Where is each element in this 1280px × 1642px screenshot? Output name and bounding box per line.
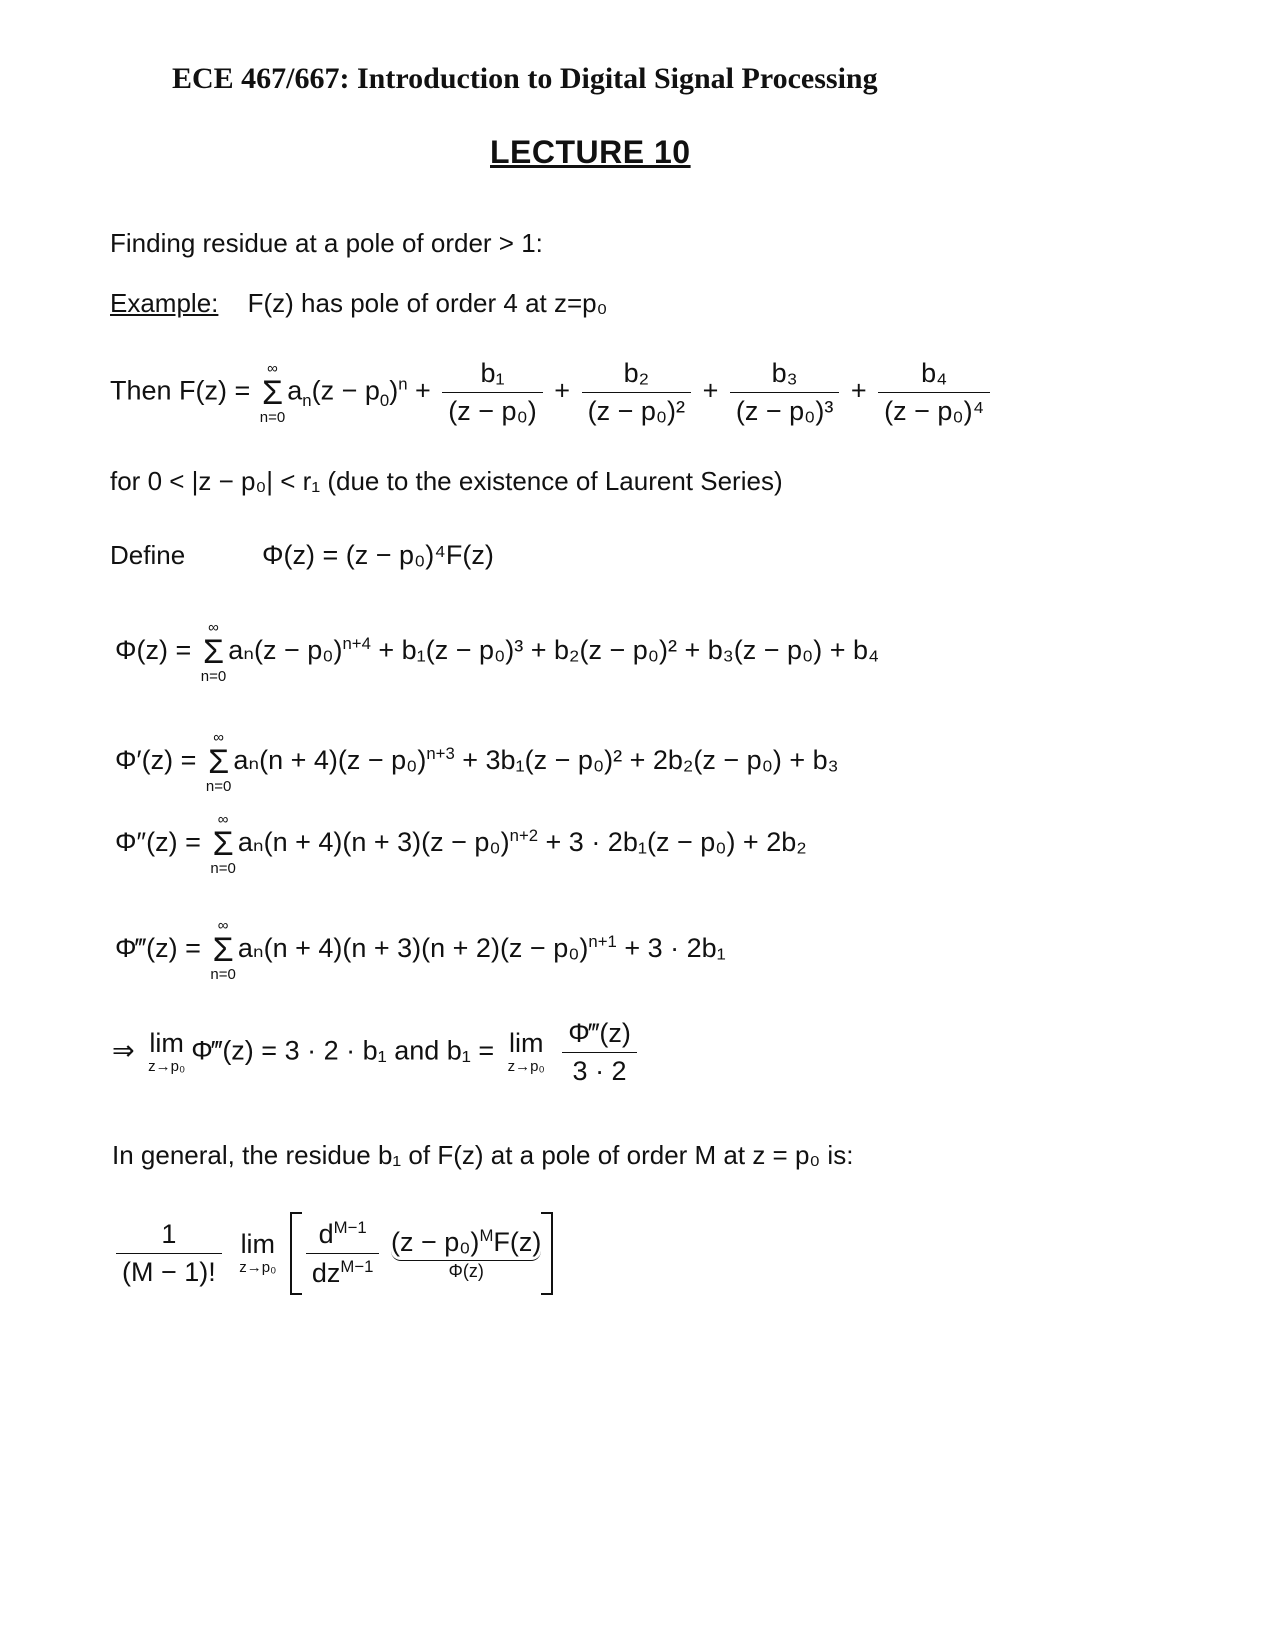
- d-den-exp: M−1: [340, 1257, 374, 1276]
- sum-upper: ∞: [213, 729, 224, 746]
- eq1-p-sub: 0: [379, 391, 390, 411]
- frac-den: 3 · 2: [572, 1056, 627, 1086]
- phi-prime-equation: [115, 730, 839, 794]
- phi-underbrace: [391, 1226, 541, 1282]
- eq5-lhs: Φ‴(z) =: [115, 933, 209, 964]
- eq2-sum: [201, 620, 226, 684]
- lim-sub: z→p₀: [148, 1058, 186, 1076]
- section-heading: Finding residue at a pole of order > 1:: [110, 228, 543, 258]
- eq3-exp: n+3: [426, 744, 455, 764]
- sum-lower: n=0: [210, 860, 236, 877]
- eq3-body: aₙ(n + 4)(z − p₀): [233, 745, 427, 776]
- eq5-exp: n+1: [588, 932, 617, 952]
- lim-word: lim: [149, 1028, 184, 1059]
- region-text: for 0 < |z − p₀| < r₁ (due to the existence of Laurent Series): [110, 466, 783, 496]
- sum-upper: ∞: [208, 619, 219, 636]
- phi-equation: [115, 620, 879, 684]
- lim-word: lim: [240, 1229, 276, 1260]
- square-bracket: [290, 1212, 554, 1295]
- sum-lower: n=0: [200, 668, 227, 685]
- eq5-body: aₙ(n + 4)(n + 3)(n + 2)(z − p₀): [237, 933, 589, 964]
- derivative-operator: [306, 1218, 380, 1289]
- example-text: F(z) has pole of order 4 at z=p₀: [247, 288, 608, 318]
- eq4-rest: + 3 · 2b₁(z − p₀) + 2b₂: [538, 827, 807, 858]
- sum-lower: n=0: [205, 778, 232, 795]
- frac-num: 1: [116, 1219, 222, 1254]
- eq6-fraction: [562, 1018, 637, 1087]
- lim-sub: z→p₀: [507, 1058, 545, 1076]
- limit-1: [148, 1029, 185, 1075]
- frac-den: (M − 1)!: [122, 1257, 216, 1287]
- term-num: b₃: [730, 358, 839, 393]
- eq7-limit: [239, 1230, 276, 1276]
- phi-double-prime-equation: [115, 812, 807, 876]
- sigma-symbol: Σ: [212, 931, 234, 969]
- term-den: (z − p₀)²: [587, 396, 686, 426]
- eq6-mid: Φ‴(z) = 3 · 2 · b₁ and b₁ =: [191, 1035, 502, 1066]
- laurent-series-equation: Then F(z) = ∞ Σ n=0 $a_n(z - p_0)^n$ + $\frac{\text{b₁}}{\text{(z − p₀)}}$ + $\frac{\text{b₂}}{\text{(z − p₀)²}}$ + $\frac{\text{b₃}}{\text{(z − p₀)³}}$ + $\frac{\text{b₄}}{\text{(z − p₀)⁴}}$: [110, 358, 994, 427]
- d-num: d: [318, 1219, 334, 1249]
- eq1-sum: [260, 361, 285, 425]
- term-den: (z − p₀)³: [735, 396, 834, 426]
- lecture-title: LECTURE 10: [490, 134, 691, 170]
- sigma-symbol: Σ: [203, 633, 225, 671]
- lim-word: lim: [508, 1028, 544, 1059]
- eq2-lhs: Φ(z) =: [115, 635, 199, 666]
- term-den: (z − p₀)⁴: [884, 396, 985, 426]
- eq1-series-sub: n: [302, 391, 312, 411]
- eq4-exp: n+2: [509, 826, 539, 846]
- eq7-expr: (z − p₀): [390, 1226, 480, 1257]
- general-statement: In general, the residue b₁ of F(z) at a pole of order M at z = p₀ is:: [112, 1140, 854, 1170]
- eq3-rest: + 3b₁(z − p₀)² + 2b₂(z − p₀) + b₃: [454, 745, 839, 776]
- residue-formula: [112, 1212, 553, 1295]
- eq3-lhs: Φ′(z) =: [115, 745, 204, 776]
- term-num: b₄: [878, 358, 990, 393]
- sum-upper: ∞: [217, 917, 229, 934]
- example-label: Example:: [110, 288, 219, 318]
- term-b3: [730, 358, 839, 427]
- lim-sub: z→p₀: [239, 1259, 277, 1277]
- term-b4: [878, 358, 990, 427]
- define-expr: Φ(z) = (z − p₀)⁴F(z): [262, 540, 494, 570]
- eq2-body: aₙ(z − p₀): [228, 635, 343, 666]
- sigma-symbol: Σ: [212, 825, 234, 863]
- frac-num: Φ‴(z): [562, 1018, 637, 1053]
- eq2-exp: n+4: [342, 634, 371, 654]
- define-label: Define: [110, 540, 186, 570]
- eq4-body: aₙ(n + 4)(n + 3)(z − p₀): [237, 827, 510, 858]
- eq1-series-tail2: ): [389, 375, 399, 406]
- term-num: b₂: [582, 358, 691, 393]
- term-num: b₁: [442, 358, 542, 393]
- sum-upper: ∞: [267, 359, 278, 377]
- sigma-symbol: Σ: [208, 743, 230, 781]
- eq2-rest: + b₁(z − p₀)³ + b₂(z − p₀)² + b₃(z − p₀) + b₄: [370, 635, 880, 666]
- eq5-sum: [210, 918, 235, 982]
- term-b1: [442, 358, 542, 427]
- term-b2: [582, 358, 691, 427]
- eq1-series: a: [287, 375, 303, 406]
- sum-lower: n=0: [210, 966, 236, 983]
- eq3-sum: [206, 730, 231, 794]
- eq4-sum: [210, 812, 235, 876]
- eq4-lhs: Φ″(z) =: [115, 827, 209, 858]
- phi-triple-prime-equation: [115, 918, 726, 982]
- course-title: ECE 467/667: Introduction to Digital Signal Processing: [172, 62, 878, 95]
- eq7-fraction: [116, 1219, 222, 1288]
- sum-lower: n=0: [259, 408, 286, 426]
- d-num-exp: M−1: [333, 1218, 367, 1237]
- sum-upper: ∞: [217, 811, 229, 828]
- implies-arrow: ⇒: [112, 1035, 135, 1066]
- limit-equation: [112, 1018, 641, 1087]
- d-den: dz: [311, 1258, 341, 1288]
- eq7-expr-exp: M: [479, 1225, 494, 1245]
- eq5-rest: + 3 · 2b₁: [616, 933, 726, 964]
- limit-2: [508, 1029, 545, 1075]
- eq7-expr-tail: F(z): [493, 1226, 542, 1257]
- term-den: (z − p₀): [448, 396, 537, 426]
- underbrace-label: Φ(z): [448, 1260, 484, 1281]
- eq1-series-tail: (z − p: [311, 375, 380, 406]
- eq1-lead: Then F(z) =: [110, 375, 258, 406]
- sigma-symbol: Σ: [262, 373, 284, 412]
- example-line: [110, 288, 607, 319]
- eq1-series-exp: n: [398, 374, 408, 394]
